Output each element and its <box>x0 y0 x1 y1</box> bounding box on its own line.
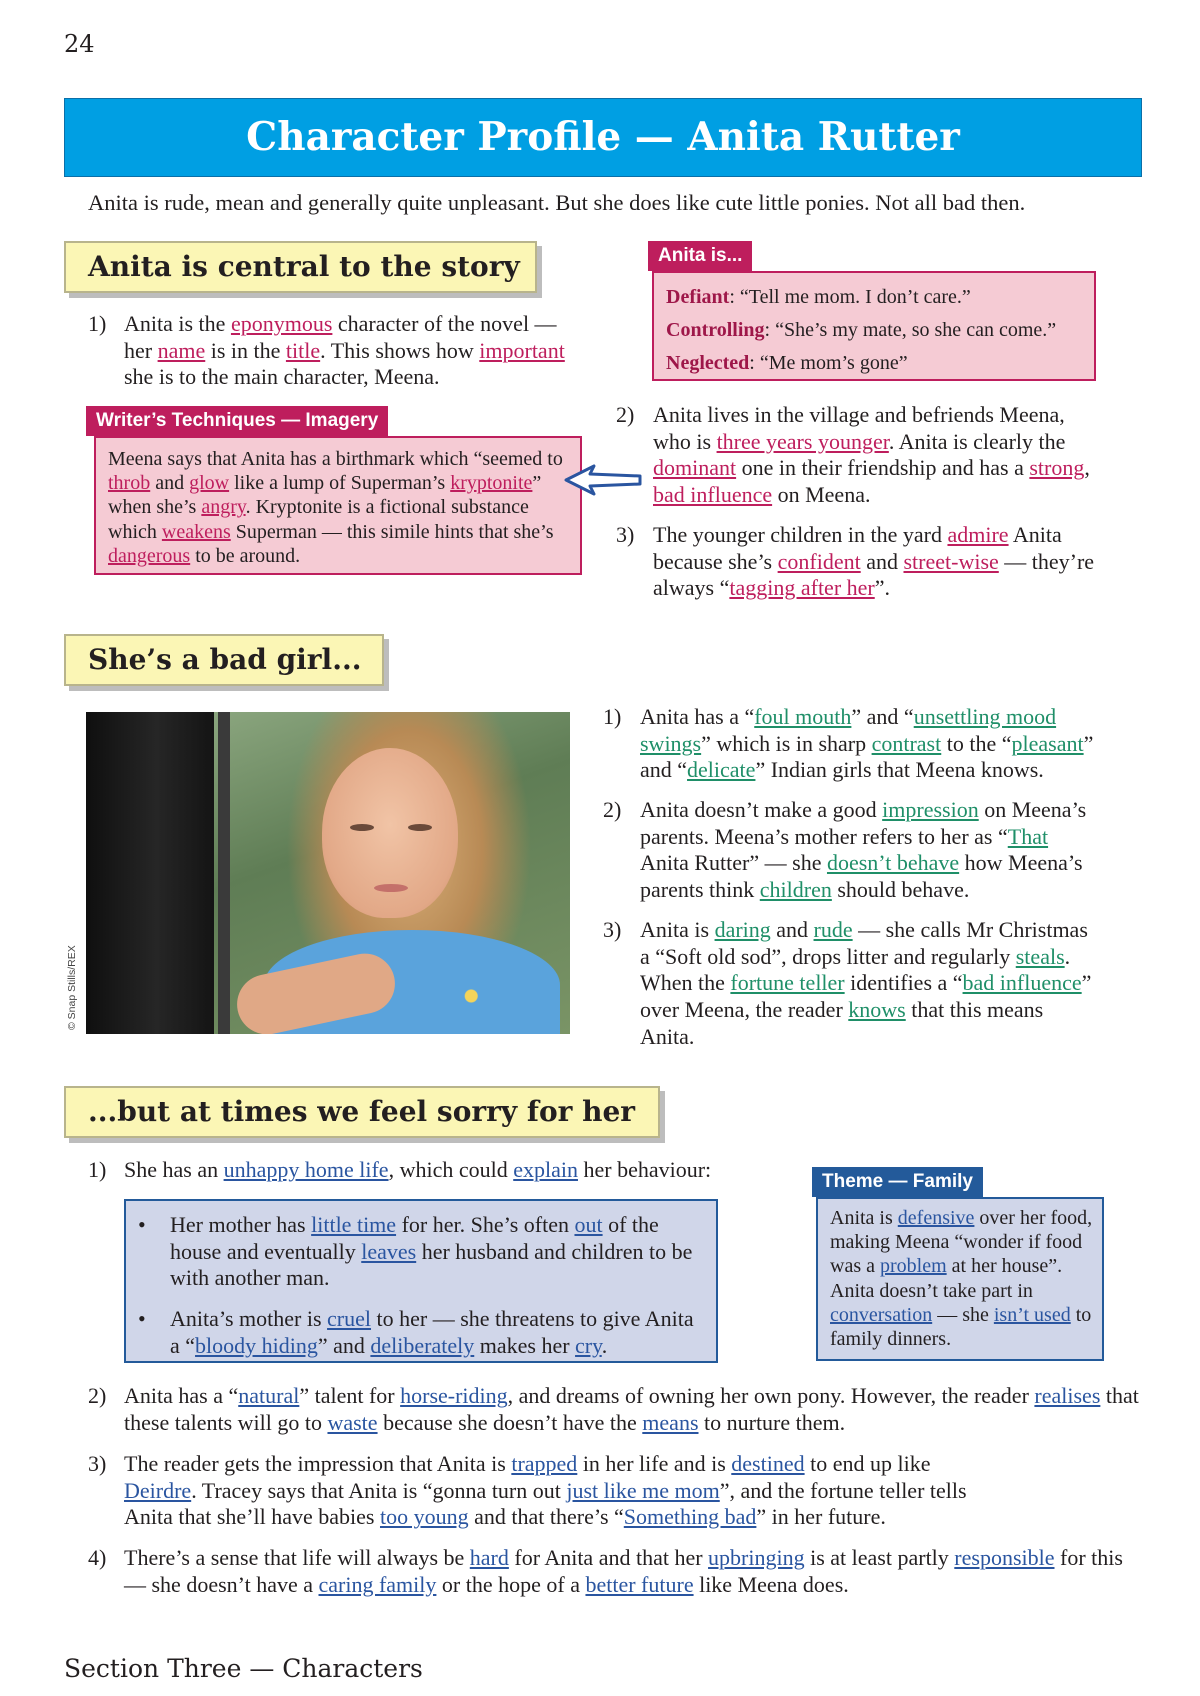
sorry-point-4: 4) There’s a sense that life will always be hard for Anita and that her upbringing is at least partly responsible for this — she doesn’t have a caring family or the hope of a better future like Meena does. <box>88 1545 1123 1597</box>
keyword: angry <box>201 496 246 519</box>
intro-text: Anita is rude, mean and generally quite unpleasant. But she does like cute little ponies. Not all bad then. <box>88 190 1026 215</box>
keyword: bad influence <box>962 970 1082 996</box>
keyword: cruel <box>327 1306 372 1332</box>
bullet-item: • Anita’s mother is cruel to her — she threatens to give Anita a “bloody hiding” and deliberately makes her cry. <box>138 1306 694 1358</box>
section-heading-central: Anita is central to the story <box>64 241 537 293</box>
keyword: trapped <box>511 1451 578 1476</box>
keyword: Deirdre <box>124 1477 192 1503</box>
keyword: horse-riding <box>400 1383 508 1408</box>
keyword: glow <box>189 472 230 495</box>
central-point-3: 3) The younger children in the yard admire Anita because she’s confident and street-wise — they’re always “tagging after her”. <box>616 522 1095 601</box>
keyword: three years younger <box>716 428 889 454</box>
keyword: daring <box>714 917 771 942</box>
keyword: rude <box>813 917 853 942</box>
keyword: problem <box>879 1255 947 1278</box>
keyword: title <box>285 337 321 363</box>
trait-controlling: Controlling: “She’s my mate, so she can come.” <box>666 319 1057 341</box>
keyword: impression <box>882 797 979 822</box>
trait-neglected: Neglected: “Me mom’s gone” <box>666 352 908 374</box>
page-number: 24 <box>64 30 95 58</box>
keyword: defensive <box>897 1207 975 1229</box>
keyword: caring family <box>318 1571 437 1597</box>
keyword: bloody hiding <box>195 1332 318 1358</box>
keyword: leaves <box>361 1238 417 1264</box>
keyword: dominant <box>653 455 737 481</box>
bullet-item: • Her mother has little time for her. She’s often out of the house and eventually leaves her husband and children to be with another man. <box>138 1212 693 1291</box>
sorry-point-2: 2) Anita has a “natural” talent for horse-riding, and dreams of owning her own pony. However, the reader realises that these talents will go to waste because she doesn’t have the means to nurture them. <box>88 1383 1139 1435</box>
section-heading-sorry: ...but at times we feel sorry for her <box>64 1086 660 1138</box>
theme-tag: Theme — Family <box>812 1167 983 1197</box>
bad-girl-point-1: 1) Anita has a “foul mouth” and “unsettling mood swings” which is in sharp contrast to the “pleasant” and “delicate” Indian girls that Meena knows. <box>603 704 1094 783</box>
keyword: street-wise <box>903 548 999 574</box>
sorry-point-1: 1) She has an unhappy home life, which could explain her behaviour: <box>88 1157 712 1182</box>
keyword: important <box>479 337 565 363</box>
keyword: better future <box>585 1571 694 1597</box>
keyword: cry <box>575 1332 602 1358</box>
keyword: name <box>157 337 206 363</box>
keyword: Something bad <box>623 1504 757 1530</box>
imagery-tag: Writer’s Techniques — Imagery <box>86 406 388 436</box>
keyword: little time <box>311 1212 397 1237</box>
keyword: responsible <box>954 1545 1055 1570</box>
theme-family-box: Anita is defensive over her food, making Meena “wonder if food was a problem at her house”. Anita doesn’t take part in conversation — she isn’t used to family dinners. <box>816 1197 1104 1361</box>
keyword: upbringing <box>708 1545 805 1570</box>
keyword: pleasant <box>1011 730 1084 756</box>
keyword: eponymous <box>230 311 333 336</box>
imagery-box: Meena says that Anita has a birthmark which “seemed to throb and glow like a lump of Superman’s kryptonite” when she’s angry. Kryptonite is a fictional substance which weakens Superman — this simile hints that she’s dangerous to be around. <box>94 436 582 575</box>
keyword: destined <box>731 1451 805 1476</box>
mother-bullets-box <box>124 1199 718 1363</box>
keyword: tagging after her <box>729 575 875 601</box>
section-heading-bad-girl: She’s a bad girl... <box>64 634 384 686</box>
keyword: hard <box>469 1545 509 1570</box>
keyword: realises <box>1034 1383 1101 1408</box>
keyword: waste <box>327 1409 378 1435</box>
keyword: kryptonite <box>450 472 533 495</box>
keyword: admire <box>947 522 1009 547</box>
anita-photo <box>86 712 570 1034</box>
keyword: too young <box>379 1504 469 1530</box>
keyword: natural <box>238 1383 300 1408</box>
anita-is-box <box>652 271 1096 381</box>
keyword: strong <box>1029 455 1085 481</box>
keyword: means <box>642 1409 699 1435</box>
keyword: contrast <box>871 730 942 756</box>
bad-girl-point-2: 2) Anita doesn’t make a good impression on Meena’s parents. Meena’s mother refers to her as “That Anita Rutter” — she doesn’t behave how Meena’s parents think children should behave. <box>603 797 1087 903</box>
central-point-1: 1) Anita is the eponymous character of the novel — her name is in the title. This shows how important she is to the main character, Meena. <box>88 311 565 390</box>
trait-defiant: Defiant: “Tell me mom. I don’t care.” <box>666 286 971 308</box>
keyword: out <box>574 1212 603 1237</box>
keyword: conversation <box>830 1303 933 1326</box>
keyword: explain <box>513 1157 578 1182</box>
sorry-point-3: 3) The reader gets the impression that Anita is trapped in her life and is destined to end up like Deirdre. Tracey says that Anita is “gonna turn out just like me mom”, and the fortune teller tells Anita that she’ll have babies too young and that there’s “Something bad” in her future. <box>88 1451 967 1530</box>
keyword: doesn’t behave <box>826 850 960 876</box>
keyword: foul mouth <box>754 704 852 729</box>
keyword: unsettling mood swings <box>640 704 1057 756</box>
keyword: weakens <box>161 520 231 543</box>
keyword: unhappy home life <box>223 1157 389 1182</box>
keyword: isn’t used <box>993 1303 1071 1326</box>
keyword: dangerous <box>108 544 191 567</box>
photo-credit: © Snap Stills/REX <box>66 945 78 1030</box>
keyword: steals <box>1015 943 1065 969</box>
section-footer: Section Three — Characters <box>64 1654 423 1683</box>
keyword: confident <box>777 548 861 574</box>
keyword: delicate <box>687 757 756 783</box>
page-title: Character Profile — Anita Rutter <box>64 98 1142 177</box>
keyword: children <box>759 877 832 903</box>
keyword: That <box>1007 823 1049 849</box>
anita-is-tag: Anita is... <box>648 241 752 271</box>
bad-girl-point-3: 3) Anita is daring and rude — she calls Mr Christmas a “Soft old sod”, drops litter and regularly steals. When the fortune teller identifies a “bad influence” over Meena, the reader knows that this means Anita. <box>603 917 1092 1049</box>
keyword: just like me mom <box>566 1477 720 1503</box>
keyword: bad influence <box>653 482 773 508</box>
keyword: throb <box>108 472 151 495</box>
central-point-2: 2) Anita lives in the village and befriends Meena, who is three years younger. Anita is clearly the dominant one in their friendship and has a strong, bad influence on Meena. <box>616 402 1090 508</box>
keyword: deliberately <box>370 1332 475 1358</box>
keyword: knows <box>848 997 906 1023</box>
keyword: fortune teller <box>730 970 845 996</box>
